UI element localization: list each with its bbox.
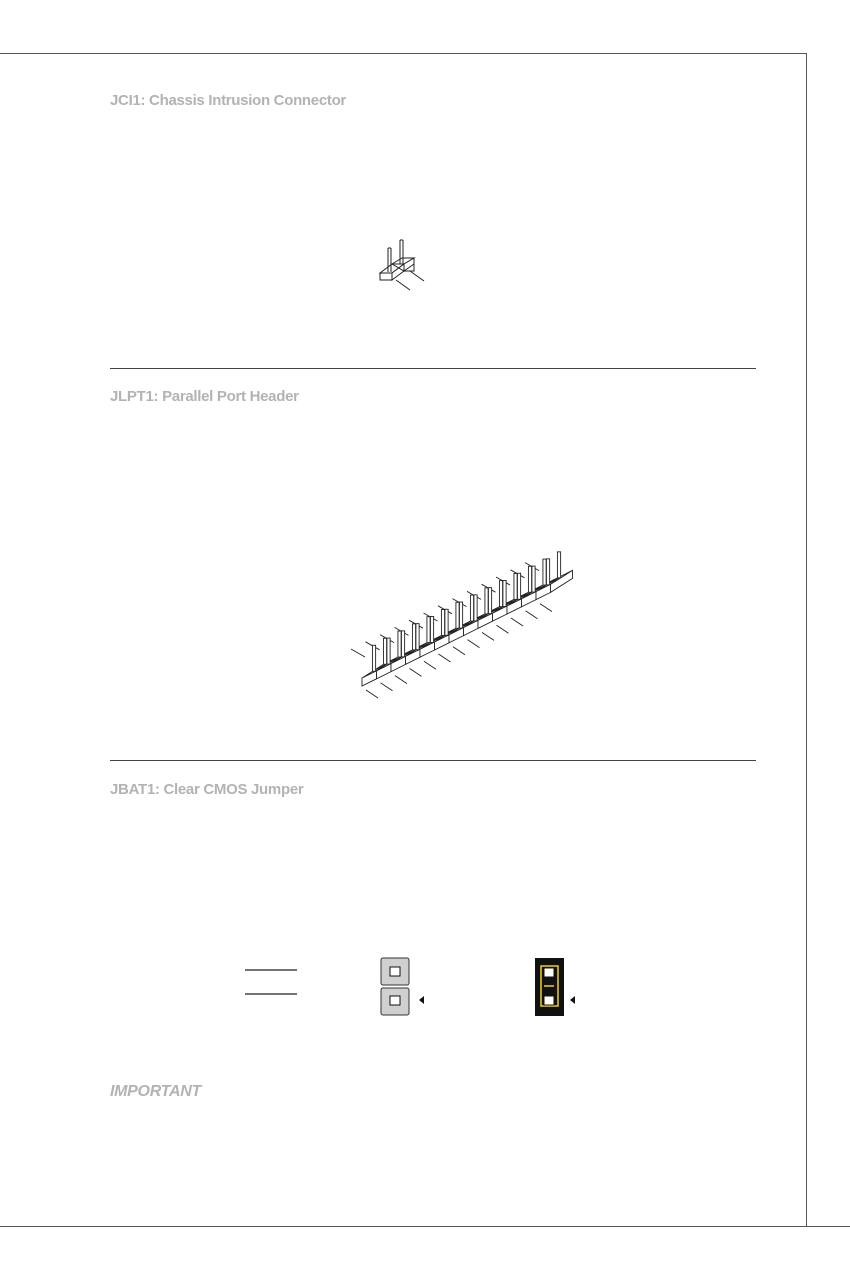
jumper-capped-pins bbox=[535, 958, 575, 1016]
jci1-heading: JCI1: Chassis Intrusion Connector bbox=[110, 92, 346, 109]
important-heading: IMPORTANT bbox=[110, 1083, 201, 1100]
jumper-open-pins bbox=[381, 958, 424, 1015]
pin1-arrow-icon bbox=[419, 996, 424, 1004]
pin1-arrow-icon bbox=[570, 996, 575, 1004]
jlpt1-heading: JLPT1: Parallel Port Header bbox=[110, 388, 299, 405]
jbat1-heading: JBAT1: Clear CMOS Jumper bbox=[110, 781, 304, 798]
